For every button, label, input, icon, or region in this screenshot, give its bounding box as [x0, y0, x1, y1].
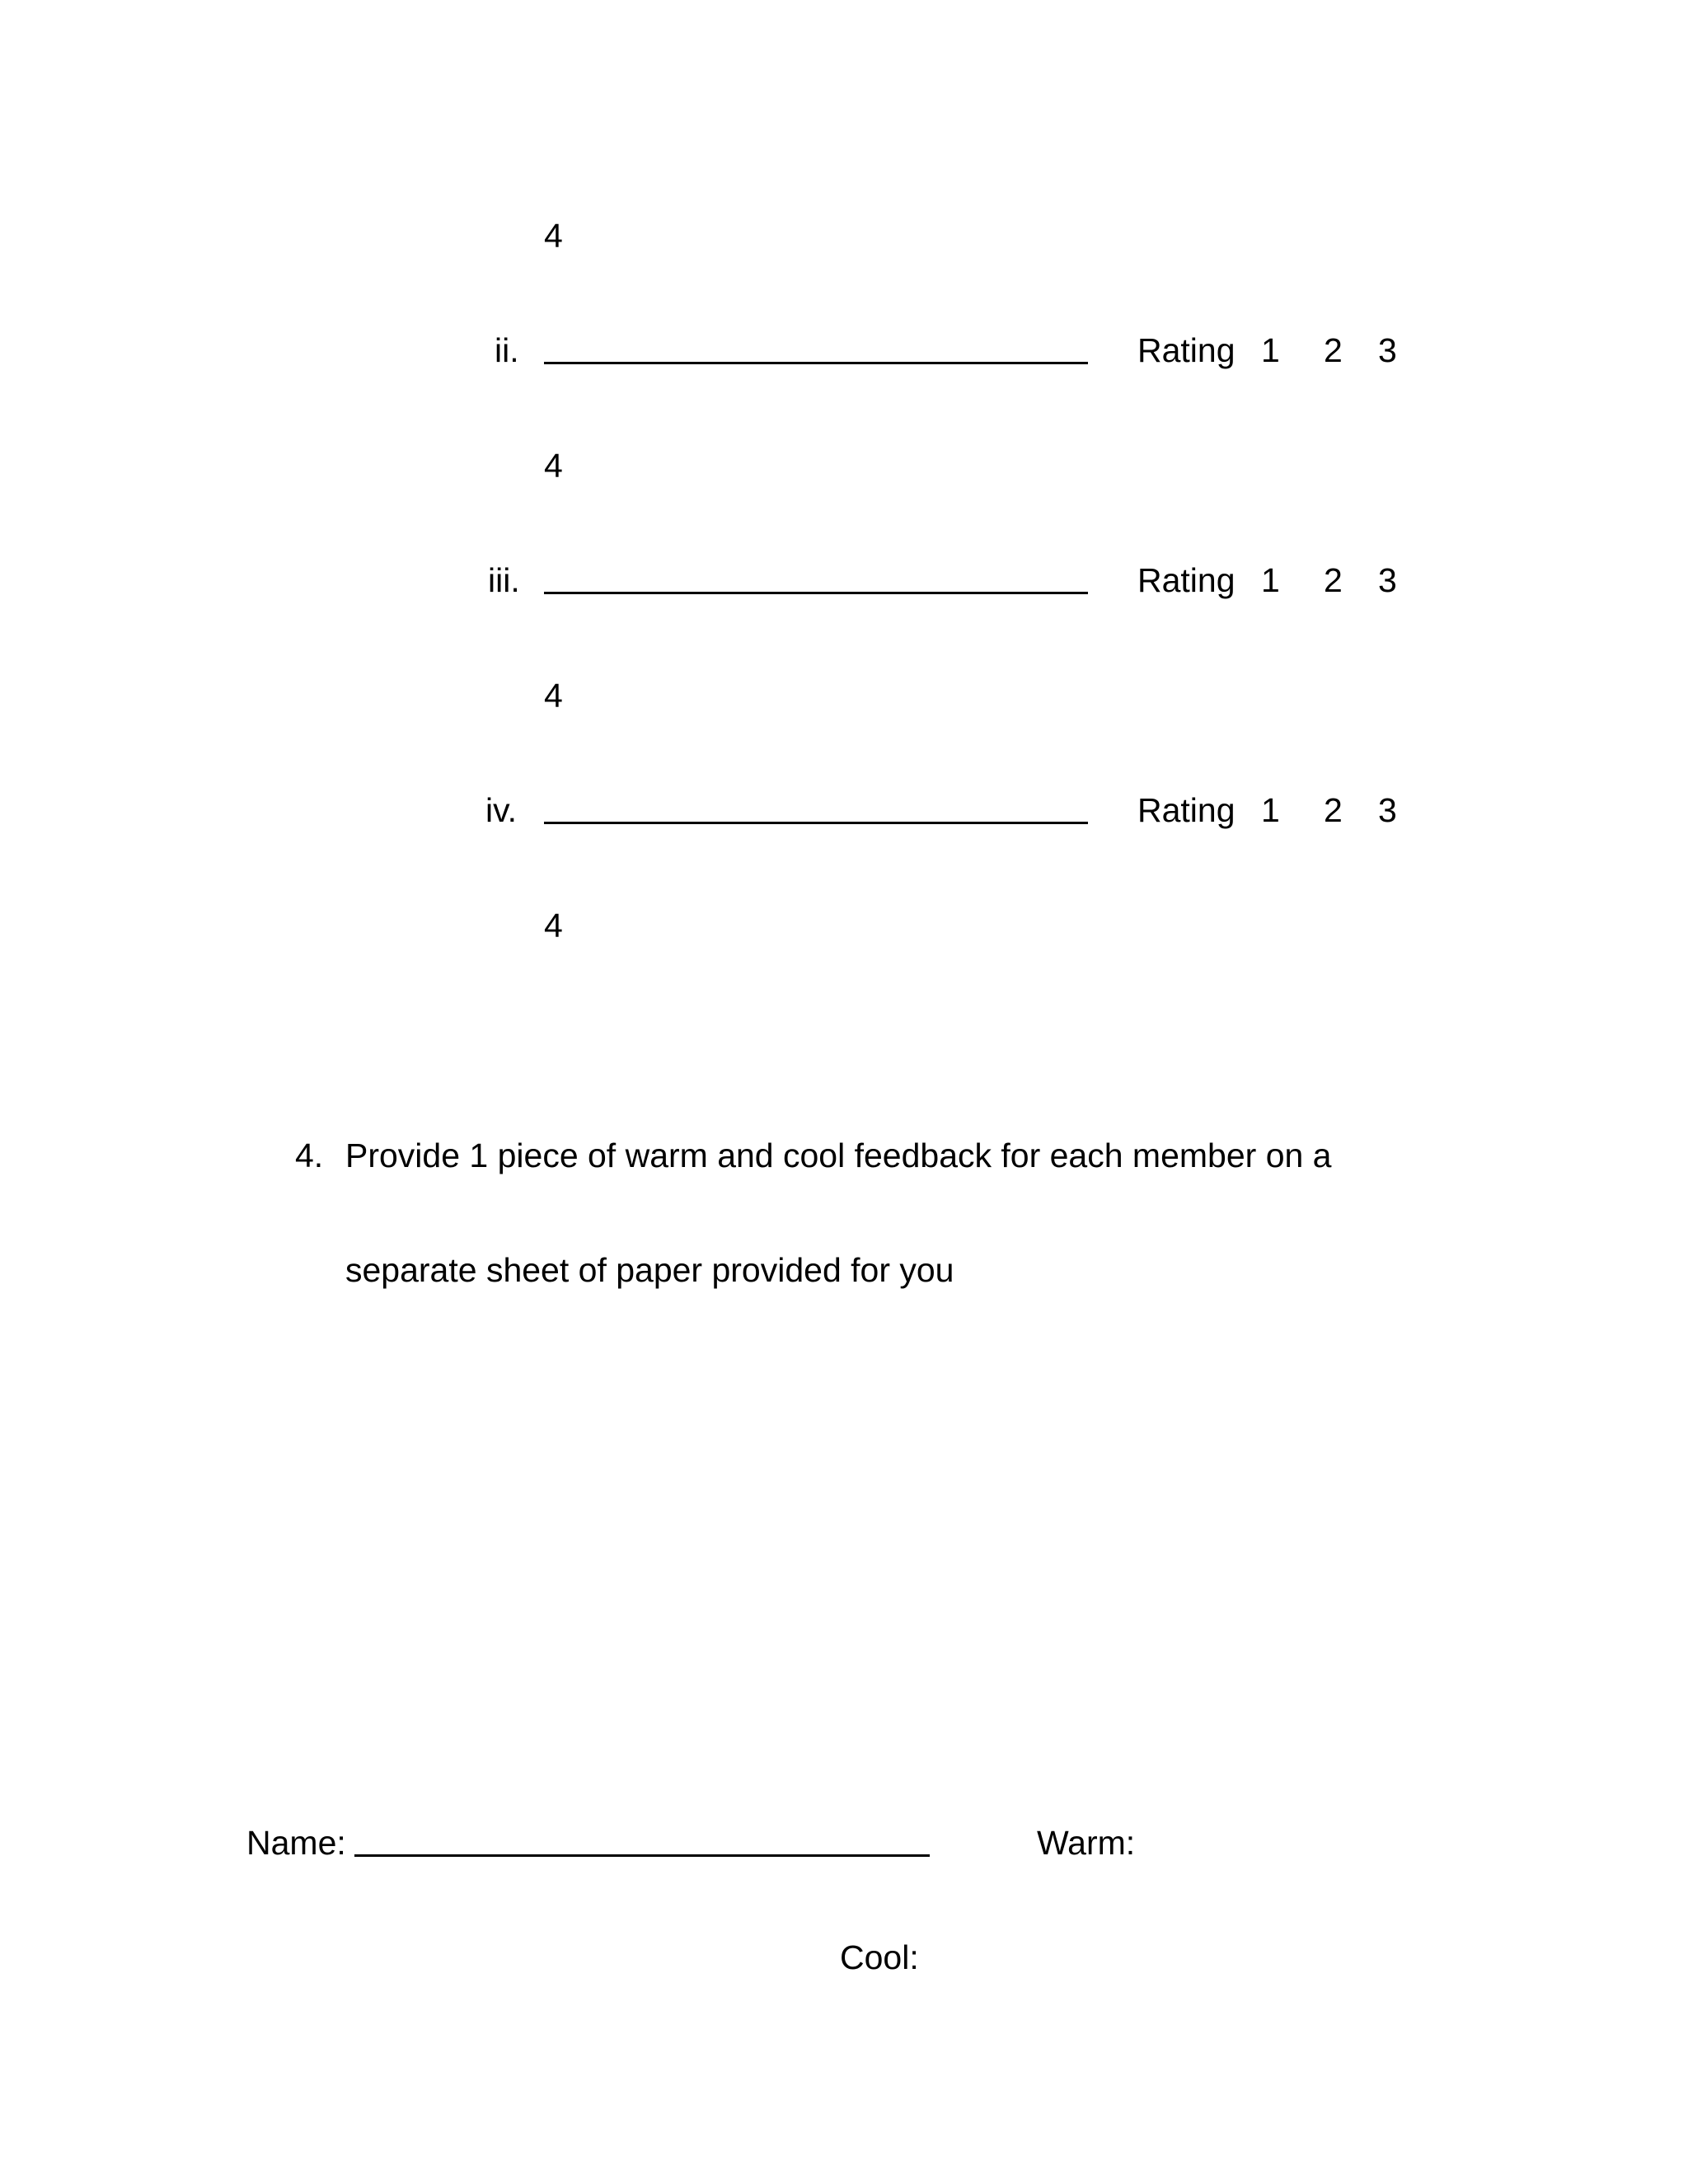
item-iii-answer-line[interactable] — [544, 592, 1088, 594]
item-i-score-4: 4 — [544, 217, 563, 255]
item-iii-score-1[interactable]: 1 — [1261, 561, 1280, 599]
item-ii-rating-label: Rating — [1137, 331, 1236, 369]
item-iv-numeral: iv. — [485, 791, 517, 829]
item-ii-score-3[interactable]: 3 — [1378, 331, 1397, 369]
item-iii-score-4[interactable]: 4 — [544, 677, 563, 715]
name-input-line[interactable] — [354, 1854, 930, 1857]
item-iv-score-3[interactable]: 3 — [1378, 791, 1397, 829]
item-ii-answer-line[interactable] — [544, 362, 1088, 364]
item-iii-score-3[interactable]: 3 — [1378, 561, 1397, 599]
item-ii-score-1[interactable]: 1 — [1261, 331, 1280, 369]
name-label: Name: — [246, 1824, 346, 1862]
item-iv-answer-line[interactable] — [544, 822, 1088, 824]
item-ii-score-2[interactable]: 2 — [1324, 331, 1343, 369]
item-iv-score-2[interactable]: 2 — [1324, 791, 1343, 829]
question-4-text-line-2: separate sheet of paper provided for you — [345, 1251, 954, 1289]
item-iv-rating-label: Rating — [1137, 791, 1236, 829]
item-ii-score-4[interactable]: 4 — [544, 447, 563, 485]
question-4-text-line-1: Provide 1 piece of warm and cool feedback for each member on a — [345, 1137, 1332, 1174]
item-iii-numeral: iii. — [488, 561, 520, 599]
warm-label: Warm: — [1037, 1824, 1136, 1862]
cool-label: Cool: — [840, 1938, 919, 1976]
question-4-number: 4. — [295, 1137, 324, 1174]
item-ii-numeral: ii. — [495, 331, 519, 369]
item-iii-rating-label: Rating — [1137, 561, 1236, 599]
item-iii-score-2[interactable]: 2 — [1324, 561, 1343, 599]
item-iv-score-4[interactable]: 4 — [544, 907, 563, 944]
item-iv-score-1[interactable]: 1 — [1261, 791, 1280, 829]
